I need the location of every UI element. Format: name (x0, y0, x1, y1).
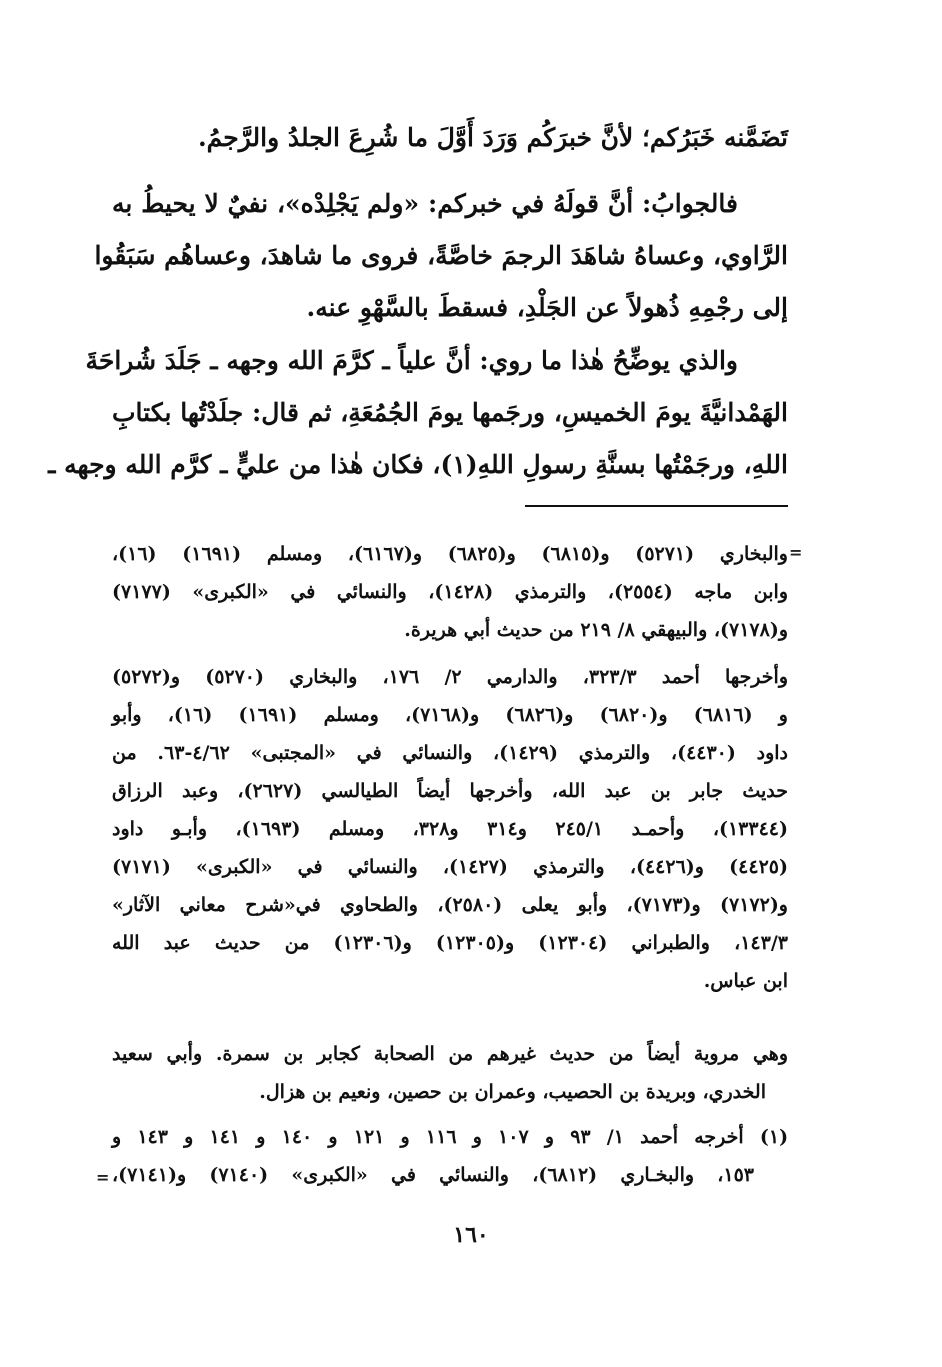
body-line: الهَمْدانيَّةَ يومَ الخميسِ، ورجَمها يومَ الجُمُعَةِ، ثم قال: جلَدْتُها بكتابِ (112, 398, 788, 427)
footnote-block-2 (112, 658, 788, 1000)
footnote-line: (٤٤٢٥) و(٤٤٢٦)، والترمذي (١٤٢٧)، والنسائي في «الكبرى» (٧١٧١) (112, 856, 788, 878)
body-line: اللهِ، ورجَمْتُها بسنَّةِ رسولِ اللهِ(١)، فكان هٰذا من عليٍّ ـ كرَّم الله وجهه ـ (48, 450, 788, 479)
footnote-block-3 (112, 1035, 788, 1111)
body-line: تَضَمَّنه خَبَرُكم؛ لأنَّ خبرَكُم وَرَدَ أَوَّلَ ما شُرِعَ الجلدُ والرَّجمُ. (197, 123, 788, 152)
footnote-line: حديث جابر بن عبد الله، وأخرجها أيضاً الطيالسي (٢٦٢٧)، وعبد الرزاق (112, 780, 788, 802)
footnote-block-1 (112, 535, 788, 649)
body-paragraph-2 (94, 178, 788, 334)
body-line: فالجوابُ: أنَّ قولَهُ في خبركم: «ولم يَجْلِدْه»، نفيٌ لا يحيطُ به (112, 189, 738, 218)
footnote-line: والبخاري (٥٢٧١) و(٦٨١٥) و(٦٨٢٥) و(٦١٦٧)، ومسلم (١٦٩١) (١٦)، (112, 543, 788, 565)
footnote-separator (525, 505, 788, 507)
footnote-line: ابن عباس. (703, 970, 788, 992)
footnote-1 (112, 1118, 788, 1194)
footnote-line: داود (٤٤٣٠)، والترمذي (١٤٢٩)، والنسائي في «المجتبى» ٤/٦٢-٦٣. من (112, 742, 789, 764)
body-paragraph-1 (112, 112, 788, 164)
body-line: إلى رجْمِهِ ذُهولاً عن الجَلْدِ، فسقطَ بالسَّهْوِ عنه. (306, 293, 788, 322)
footnote-line: و (٦٨١٦) و(٦٨٢٠) و(٦٨٢٦) و(٧١٦٨)، ومسلم (١٦٩١) (١٦)، وأبو (112, 704, 788, 726)
footnote-line: (١٣٣٤٤)، وأحمـد ٢٤٥/١ و٣١٤ و٣٢٨، ومسلم (١٦٩٣)، وأبـو داود (112, 818, 788, 840)
footnote-line: وابن ماجه (٢٥٥٤)، والترمذي (١٤٢٨)، والنسائي في «الكبرى» (٧١٧٧) (112, 581, 788, 603)
footnote-end-continuation-mark: = (96, 1168, 110, 1187)
footnote-continuation-mark: = (789, 543, 803, 562)
footnote-line: و(٧١٧٨)، والبيهقي ٨/ ٢١٩ من حديث أبي هريرة. (404, 619, 788, 641)
footnote-line: ١٥٣، والبخـاري (٦٨١٢)، والنسائي في «الكبرى» (٧١٤٠) و(٧١٤١)، (112, 1164, 755, 1186)
footnote-line: الخدري، وبريدة بن الحصيب، وعمران بن حصين، ونعيم بن هزال. (259, 1081, 766, 1103)
page-number: ١٦٠ (453, 1222, 489, 1248)
footnote-line: ١٤٣/٣، والطبراني (١٢٣٠٤) و(١٢٣٠٥) و(١٢٣٠٦) من حديث عبد الله (112, 932, 788, 954)
footnote-line: و(٧١٧٢) و(٧١٧٣)، وأبو يعلى (٢٥٨٠)، والطحاوي في«شرح معاني الآثار» (112, 894, 788, 916)
body-line: الرَّاوي، وعساهُ شاهَدَ الرجمَ خاصَّةً، فروى ما شاهدَ، وعساهُم سَبَقُوا (94, 241, 788, 270)
body-paragraph-3 (48, 335, 788, 491)
body-line: والذي يوضِّحُ هٰذا ما روي: أنَّ علياً ـ كرَّمَ الله وجهه ـ جَلَدَ شُراحَةَ (85, 346, 738, 375)
footnote-line: (١) أخرجه أحمد ١/ ٩٣ و ١٠٧ و ١١٦ و ١٢١ و ١٤٠ و ١٤١ و ١٤٣ و (112, 1126, 789, 1148)
footnote-line: وأخرجها أحمد ٣٢٣/٣، والدارمي ٢/ ١٧٦، والبخاري (٥٢٧٠) و(٥٢٧٢) (112, 666, 788, 688)
footnote-line: وهي مروية أيضاً من حديث غيرهم من الصحابة كجابر بن سمرة. وأبي سعيد (112, 1043, 788, 1065)
